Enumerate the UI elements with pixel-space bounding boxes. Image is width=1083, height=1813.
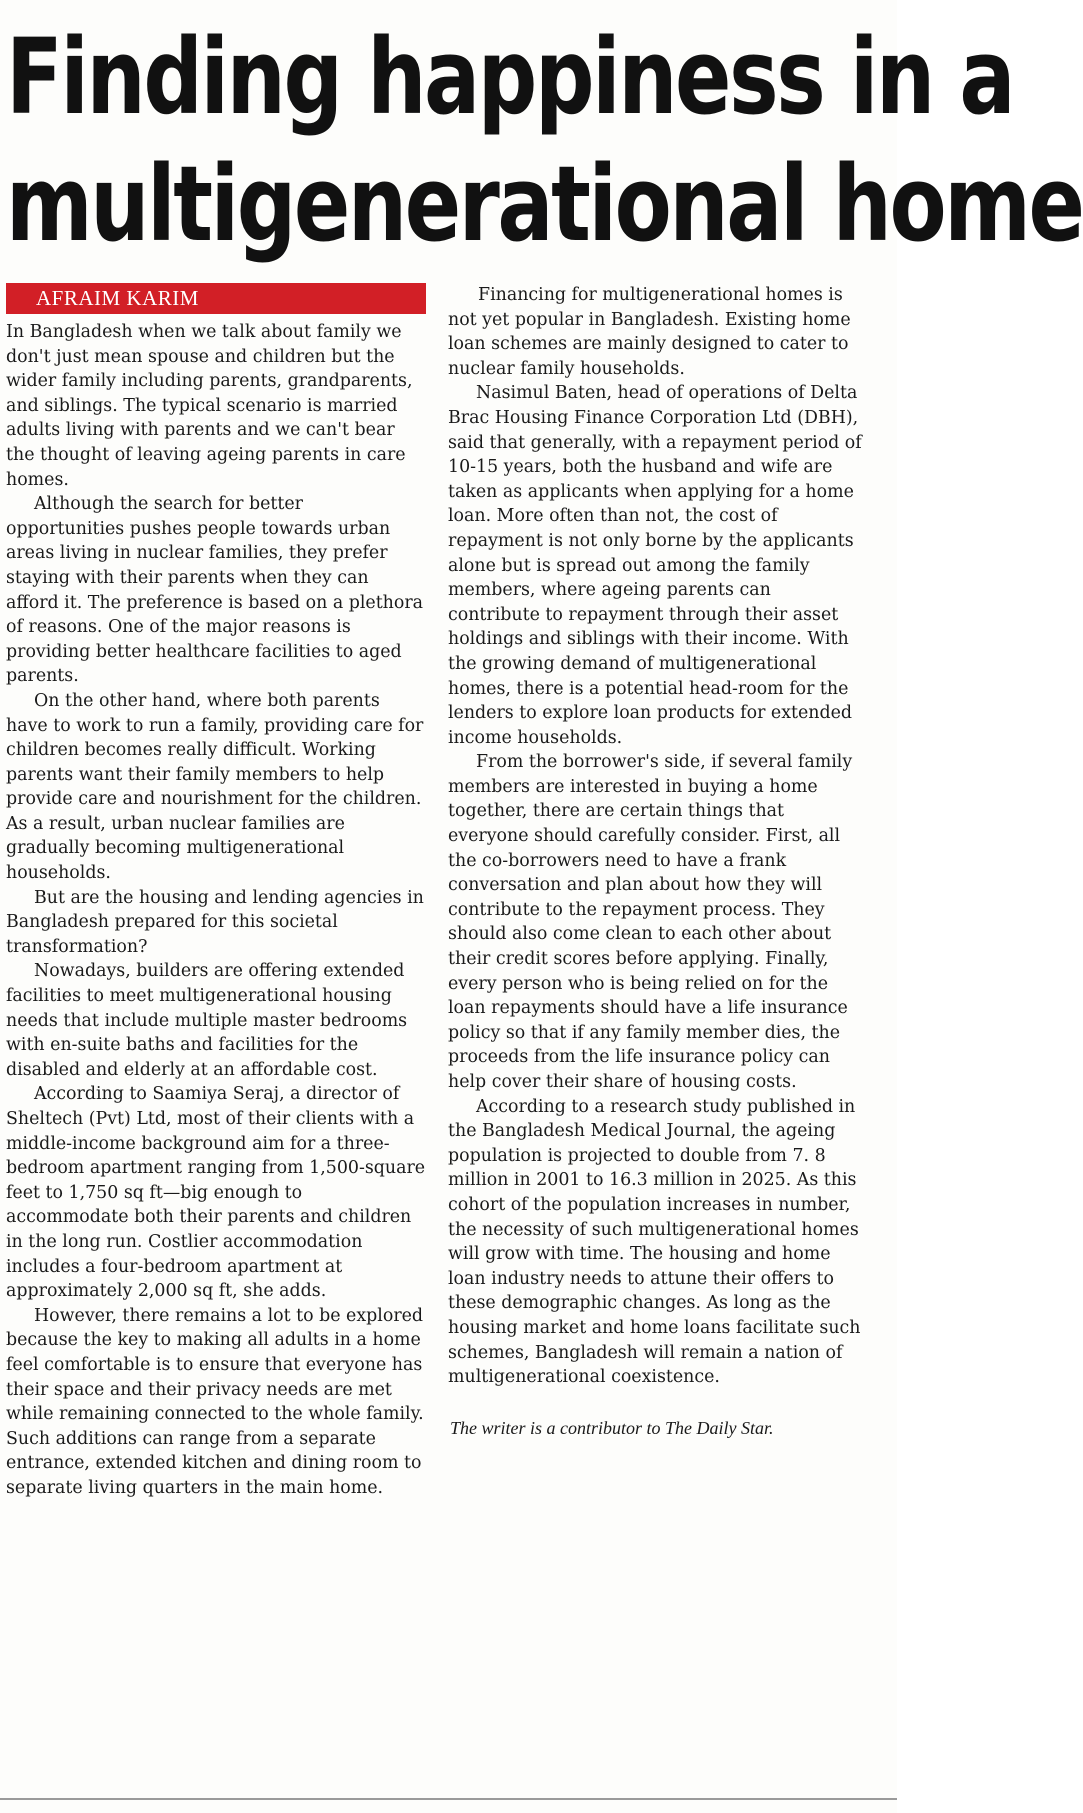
right-column: [448, 283, 868, 1440]
headline-line-2: multigenerational home: [6, 143, 1083, 265]
paragraph: Financing for multigenerational homes is not yet popular in Bangladesh. Existing home loan schemes are mainly designed to cater to nuclear family households.: [448, 285, 851, 379]
contributor-note: The writer is a contributor to The Daily Star.: [450, 1417, 774, 1438]
paragraph: Although the search for better opportunities pushes people towards urban areas living in nuclear families, they prefer staying with their parents when they can afford it. The preference is based on a plethora of reasons. One of the major reasons is providing better healthcare facilities to aged parents.: [6, 494, 424, 687]
paragraph: On the other hand, where both parents have to work to run a family, providing care for children becomes really difficult. Working parents want their family members to help provide care and nourishment for the children. As a result, urban nuclear families are gradually becoming multigenerational households.: [6, 690, 424, 884]
paragraph: According to a research study published in the Bangladesh Medical Journal, the ageing population is projected to double from 7. 8 million in 2001 to 16.3 million in 2025. As this cohort of the population increases in number, the necessity of such multigenerational homes will grow with time. The housing and home loan industry needs to attune their offers to these demographic changes. As long as the housing market and home loans facilitate such schemes, Bangladesh will remain a nation of multigenerational coexistence.: [448, 1096, 861, 1388]
paragraph: However, there remains a lot to be explored because the key to making all adults in a home feel comfortable is to ensure that everyone has their space and their privacy needs are met while remaining connected to the whole family. Such additions can range from a separate entrance, extended kitchen and dining room to separate living quarters in the main home.: [6, 1305, 424, 1498]
paragraph: But are the housing and lending agencies in Bangladesh prepared for this societal transformation?: [6, 887, 424, 957]
paragraph: From the borrower's side, if several family members are interested in buying a home together, there are certain things that everyone should carefully consider. First, all the co-borrowers need to have a frank conversation and plan about how they will contribute to the repayment process. They should also come clean to each other about their credit scores before applying. Finally, every person who is being relied on for the loan repayments should have a life insurance policy so that if any family member dies, the proceeds from the life insurance policy can help cover their share of housing costs.: [448, 752, 853, 1092]
headline-line-1: Finding happiness in a: [6, 16, 1014, 138]
paragraph: In Bangladesh when we talk about family we don't just mean spouse and children but the wider family including parents, grandparents, and siblings. The typical scenario is married adults living with parents and we can't bear the thought of leaving ageing parents in care homes.: [6, 322, 413, 490]
paragraph: Nowadays, builders are offering extended facilities to meet multigenerational housing needs that include multiple master bedrooms with en-suite baths and facilities for the disabled and elderly at an affordable cost.: [6, 961, 408, 1080]
paragraph: Nasimul Baten, head of operations of Delta Brac Housing Finance Corporation Ltd (DBH), said that generally, with a repayment period of 10-15 years, both the husband and wife are taken as applicants when applying for a home loan. More often than not, the cost of repayment is not only borne by the applicants alone but is spread out among the family members, where ageing parents can contribute to repayment through their asset holdings and siblings with their income. With the growing demand of multigenerational homes, there is a potential head-room for the lenders to explore loan products for extended income households.: [448, 383, 862, 748]
paragraph: According to Saamiya Seraj, a director of Sheltech (Pvt) Ltd, most of their clients with a middle-income background aim for a three-bedroom apartment ranging from 1,500-square feet to 1,750 sq ft—big enough to accommodate both their parents and children in the long run. Costlier accommodation includes a four-bedroom apartment at approximately 2,000 sq ft, she adds.: [6, 1084, 426, 1302]
article-body: [6, 283, 886, 1788]
headline: [6, 14, 1083, 268]
left-column: [6, 283, 426, 1501]
bottom-divider: [0, 1798, 897, 1800]
byline: AFRAIM KARIM: [6, 283, 426, 314]
